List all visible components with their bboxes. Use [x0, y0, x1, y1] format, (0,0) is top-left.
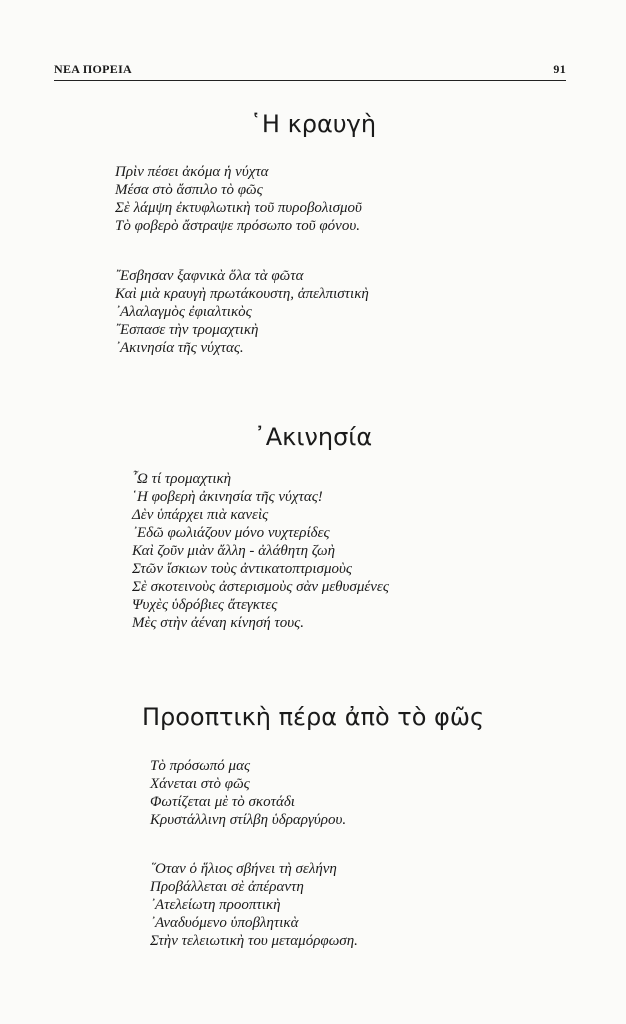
verse-line: ᾽Αλαλαγμὸς ἐφιαλτικὸς [115, 304, 252, 320]
verse-line: ᾽Ατελείωτη προοπτικὴ [150, 897, 281, 913]
verse-line: Σὲ σκοτεινοὺς ἀστερισμοὺς σὰν μεθυσμένες [132, 579, 389, 595]
verse-line: Κρυστάλλινη στίλβη ὑδραργύρου. [150, 812, 347, 828]
poem-3-stanza-2 [150, 860, 358, 950]
poem-title-prooptiki: Προοπτικὴ πέρα ἀπὸ τὸ φῶς [141, 703, 485, 731]
verse-line: Καὶ μιὰ κραυγὴ πρωτάκουστη, ἀπελπιστικὴ [115, 286, 369, 302]
page-number: 91 [553, 62, 566, 76]
verse-line: Τὸ πρόσωπό μας [150, 758, 251, 774]
header-rule [54, 80, 566, 81]
verse-line: Πρὶν πέσει ἀκόμα ἡ νύχτα [115, 164, 269, 180]
verse-line: Σὲ λάμψη ἐκτυφλωτικὴ τοῦ πυροβολισμοῦ [115, 200, 362, 216]
verse-line: Στῶν ἴσκιων τοὺς ἀντικατοπτρισμοὺς [132, 561, 352, 577]
verse-line: Στὴν τελειωτικὴ του μεταμόρφωση. [150, 933, 358, 949]
poem-title-kravgi: ῾Η κραυγὴ [249, 110, 377, 138]
poem-3-stanza-1 [150, 757, 346, 829]
journal-title: ΝΕΑ ΠΟΡΕΙΑ [54, 62, 133, 76]
poem-1-stanza-1 [115, 163, 362, 235]
poem-2-stanza-1 [132, 470, 389, 632]
verse-line: ᾽Ακινησία τῆς νύχτας. [115, 340, 244, 356]
verse-line: ῎Εσβησαν ξαφνικὰ ὅλα τὰ φῶτα [115, 268, 304, 284]
verse-line: Μὲς στὴν ἀέναη κίνησή τους. [132, 615, 305, 631]
poem-1-stanza-2 [115, 267, 369, 357]
verse-line: ῞Οταν ὁ ἥλιος σβήνει τὴ σελήνη [150, 861, 337, 877]
verse-line: Χάνεται στὸ φῶς [150, 776, 250, 792]
verse-line: ῾Η φοβερὴ ἀκινησία τῆς νύχτας! [132, 489, 323, 505]
verse-line: Τὸ φοβερὸ ἄστραψε πρόσωπο τοῦ φόνου. [115, 218, 360, 234]
verse-line: Καὶ ζοῦν μιὰν ἄλλη - ἀλάθητη ζωὴ [132, 543, 336, 559]
verse-line: ᾽Αναδυόμενο ὑποβλητικὰ [150, 915, 299, 931]
running-header [54, 62, 566, 77]
poem-title-akinisia: ᾽Ακινησία [253, 423, 373, 451]
verse-line: Μέσα στὸ ἄσπιλο τὸ φῶς [115, 182, 263, 198]
verse-line: Δὲν ὑπάρχει πιὰ κανεὶς [132, 507, 269, 523]
verse-line: Προβάλλεται σὲ ἀπέραντη [150, 879, 304, 895]
verse-line: ᾽Εδῶ φωλιάζουν μόνο νυχτερίδες [132, 525, 330, 541]
verse-line: Φωτίζεται μὲ τὸ σκοτάδι [150, 794, 295, 810]
verse-line: Ψυχὲς ὑδρόβιες ἄτεγκτες [132, 597, 278, 613]
verse-line: ῏Ω τί τρομαχτικὴ [132, 471, 232, 487]
verse-line: ῎Εσπασε τὴν τρομαχτικὴ [115, 322, 259, 338]
